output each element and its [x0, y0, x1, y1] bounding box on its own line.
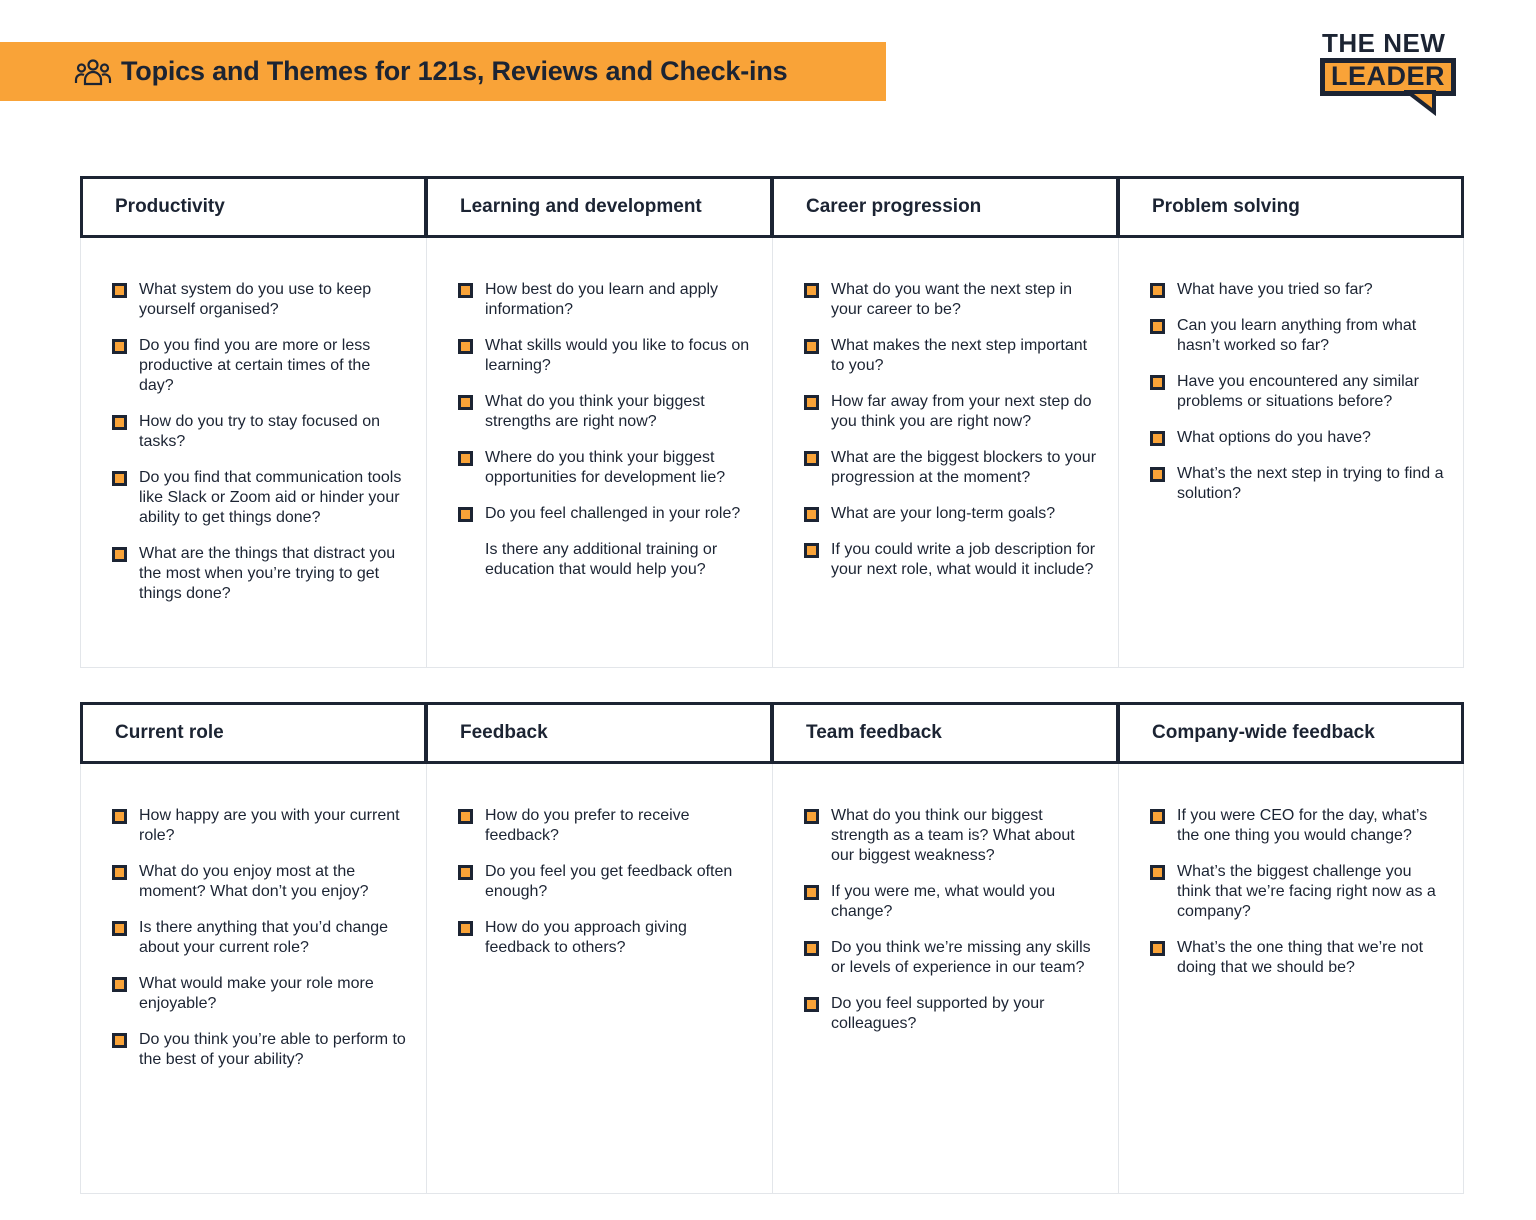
question-text: What would make your role more enjoyable?: [139, 975, 374, 1012]
question-list: [773, 280, 1118, 580]
square-bullet-icon: [458, 507, 473, 522]
square-bullet-icon: [458, 339, 473, 354]
list-item: [804, 280, 1100, 320]
question-text: Do you find that communication tools like Slack or Zoom aid or hinder your ability to get things done?: [139, 469, 402, 526]
list-item: [804, 806, 1100, 866]
list-item: [804, 994, 1100, 1034]
logo-text-top: THE NEW: [1322, 28, 1446, 58]
topic-heading: Productivity: [80, 176, 427, 238]
question-text: Do you feel you get feedback often enough?: [485, 863, 733, 900]
list-item: [1150, 372, 1445, 412]
question-text: How best do you learn and apply information?: [485, 281, 719, 318]
list-item: [804, 504, 1100, 524]
square-bullet-icon: [112, 283, 127, 298]
square-bullet-icon: [458, 283, 473, 298]
question-text: If you were me, what would you change?: [831, 883, 1056, 920]
square-bullet-icon: [804, 339, 819, 354]
square-bullet-icon: [1150, 375, 1165, 390]
question-list: [1119, 280, 1463, 504]
topic-column-career: [772, 176, 1118, 668]
logo-text-bottom: LEADER: [1330, 61, 1445, 91]
square-bullet-icon: [804, 809, 819, 824]
square-bullet-icon: [1150, 941, 1165, 956]
square-bullet-icon: [112, 339, 127, 354]
square-bullet-icon: [804, 885, 819, 900]
list-item: [458, 540, 754, 580]
topic-column-learning: [426, 176, 772, 668]
question-text: Can you learn anything from what hasn’t worked so far?: [1177, 317, 1417, 354]
list-item: [1150, 938, 1445, 978]
question-text: How happy are you with your current role?: [139, 807, 400, 844]
topic-heading: Career progression: [772, 176, 1119, 238]
list-item: [804, 938, 1100, 978]
square-bullet-icon: [804, 941, 819, 956]
list-item: [112, 468, 408, 528]
question-list: [427, 280, 772, 580]
list-item: [804, 540, 1100, 580]
question-text: What’s the biggest challenge you think that we’re facing right now as a company?: [1177, 863, 1436, 920]
people-group-icon: [74, 57, 112, 87]
topic-column-productivity: [80, 176, 426, 668]
question-text: What skills would you like to focus on learning?: [485, 337, 750, 374]
question-text: Do you think you’re able to perform to the best of your ability?: [139, 1031, 406, 1068]
topic-heading: Company-wide feedback: [1118, 702, 1464, 764]
question-text: What are the biggest blockers to your progression at the moment?: [831, 449, 1097, 486]
header-banner: [0, 42, 886, 101]
question-text: Where do you think your biggest opportunities for development lie?: [485, 449, 726, 486]
square-bullet-icon: [458, 921, 473, 936]
topic-column-company-feedback: [1118, 702, 1464, 1194]
square-bullet-icon: [112, 547, 127, 562]
list-item: [1150, 806, 1445, 846]
list-item: [112, 280, 408, 320]
list-item: [1150, 428, 1445, 448]
question-text: What makes the next step important to you?: [831, 337, 1088, 374]
question-text: If you could write a job description for your next role, what would it include?: [831, 541, 1096, 578]
question-text: How far away from your next step do you think you are right now?: [831, 393, 1092, 430]
question-text: What are your long-term goals?: [831, 505, 1056, 522]
topics-row-1: [80, 176, 1464, 668]
question-text: What do you think your biggest strengths are right now?: [485, 393, 705, 430]
question-text: If you were CEO for the day, what’s the one thing you would change?: [1177, 807, 1428, 844]
question-text: Do you feel challenged in your role?: [485, 505, 741, 522]
question-text: What do you enjoy most at the moment? What don’t you enjoy?: [139, 863, 369, 900]
list-item: [112, 544, 408, 604]
list-item: [1150, 316, 1445, 356]
square-bullet-icon: [112, 809, 127, 824]
square-bullet-icon: [112, 921, 127, 936]
square-bullet-icon: [112, 415, 127, 430]
square-bullet-icon: [804, 507, 819, 522]
topic-column-feedback: [426, 702, 772, 1194]
list-item: [804, 882, 1100, 922]
topic-column-current-role: [80, 702, 426, 1194]
question-text: What are the things that distract you the most when you’re trying to get things done?: [139, 545, 396, 602]
question-text: How do you approach giving feedback to others?: [485, 919, 687, 956]
list-item: [804, 392, 1100, 432]
square-bullet-icon: [1150, 809, 1165, 824]
square-bullet-icon: [804, 395, 819, 410]
question-text: What’s the next step in trying to find a solution?: [1177, 465, 1444, 502]
question-text: What do you think our biggest strength as a team is? What about our biggest weakness?: [831, 807, 1075, 864]
list-item: [112, 412, 408, 452]
square-bullet-icon: [804, 997, 819, 1012]
question-text: What do you want the next step in your career to be?: [831, 281, 1073, 318]
square-bullet-icon: [112, 977, 127, 992]
question-list: [81, 280, 426, 604]
topic-heading: Current role: [80, 702, 427, 764]
question-text: Is there anything that you’d change about your current role?: [139, 919, 389, 956]
question-list: [773, 806, 1118, 1034]
square-bullet-icon: [112, 471, 127, 486]
square-bullet-icon: [1150, 431, 1165, 446]
question-list: [81, 806, 426, 1070]
topic-heading: Team feedback: [772, 702, 1119, 764]
speech-tail-icon: [1404, 90, 1444, 116]
list-item: [1150, 280, 1445, 300]
square-bullet-icon: [458, 451, 473, 466]
square-bullet-icon: [1150, 283, 1165, 298]
list-item: [112, 336, 408, 396]
question-text: How do you try to stay focused on tasks?: [139, 413, 381, 450]
list-item: [112, 862, 408, 902]
square-bullet-icon: [458, 809, 473, 824]
question-text: How do you prefer to receive feedback?: [485, 807, 690, 844]
question-text: What system do you use to keep yourself organised?: [139, 281, 372, 318]
square-bullet-icon: [1150, 467, 1165, 482]
square-bullet-icon: [804, 451, 819, 466]
question-text: Do you think we’re missing any skills or levels of experience in our team?: [831, 939, 1091, 976]
list-item: [458, 918, 754, 958]
list-item: [112, 1030, 408, 1070]
list-item: [804, 336, 1100, 376]
list-item: [112, 918, 408, 958]
square-bullet-icon: [112, 865, 127, 880]
topic-heading: Feedback: [426, 702, 773, 764]
square-bullet-icon: [112, 1033, 127, 1048]
question-text: Do you feel supported by your colleagues?: [831, 995, 1045, 1032]
question-text: What’s the one thing that we’re not doing that we should be?: [1177, 939, 1424, 976]
list-item: [112, 806, 408, 846]
square-bullet-icon: [458, 395, 473, 410]
list-item: [458, 504, 754, 524]
question-list: [1119, 806, 1463, 978]
list-item: [458, 806, 754, 846]
square-bullet-icon: [804, 283, 819, 298]
list-item: [458, 862, 754, 902]
topic-heading: Problem solving: [1118, 176, 1464, 238]
question-text: Do you find you are more or less productive at certain times of the day?: [139, 337, 371, 394]
square-bullet-icon: [804, 543, 819, 558]
page-title: Topics and Themes for 121s, Reviews and Check-ins: [121, 56, 788, 86]
question-list: [427, 806, 772, 958]
list-item: [458, 448, 754, 488]
list-item: [804, 448, 1100, 488]
list-item: [458, 280, 754, 320]
question-text: Is there any additional training or education that would help you?: [485, 541, 718, 578]
square-bullet-icon: [1150, 319, 1165, 334]
list-item: [458, 392, 754, 432]
topic-column-team-feedback: [772, 702, 1118, 1194]
list-item: [112, 974, 408, 1014]
topics-row-2: [80, 702, 1464, 1194]
square-bullet-icon: [1150, 865, 1165, 880]
question-text: What have you tried so far?: [1177, 281, 1373, 298]
list-item: [458, 336, 754, 376]
square-bullet-icon: [458, 865, 473, 880]
question-text: What options do you have?: [1177, 429, 1371, 446]
topic-column-problem-solving: [1118, 176, 1464, 668]
list-item: [1150, 464, 1445, 504]
list-item: [1150, 862, 1445, 922]
question-text: Have you encountered any similar problems or situations before?: [1177, 373, 1419, 410]
topic-heading: Learning and development: [426, 176, 773, 238]
brand-logo: [1320, 28, 1466, 116]
